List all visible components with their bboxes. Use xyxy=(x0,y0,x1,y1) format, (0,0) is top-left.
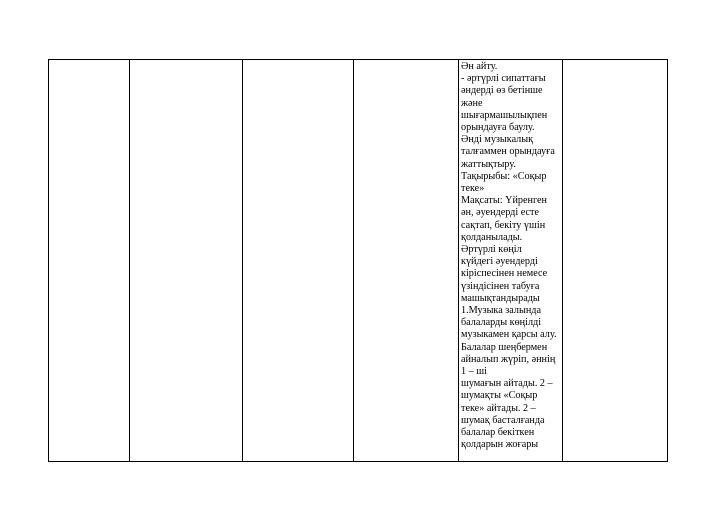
cell-line: талғаммен орындауға xyxy=(461,146,555,158)
cell-line: айналып жүріп, әннің xyxy=(461,353,556,365)
cell-line: және xyxy=(461,97,483,109)
table-cell-4 xyxy=(354,60,459,462)
cell-line: сақтап, бекіту үшін xyxy=(461,219,546,231)
cell-line: Ән айту. xyxy=(461,61,498,72)
cell-line: - әртүрлі сипаттағы xyxy=(461,73,546,85)
cell-line: күйдегі әуендерді xyxy=(461,256,538,268)
cell-line: машықтандырады xyxy=(461,292,540,304)
cell-line: ән, әуендерді есте xyxy=(461,207,540,219)
table-cell-6 xyxy=(563,60,668,462)
cell-line: Балалар шеңбермен xyxy=(461,341,548,353)
cell-line: шумақты «Соқыр xyxy=(461,390,538,402)
cell-line: жаттықтыру. xyxy=(461,158,516,170)
cell-line: үзіндісінен табуға xyxy=(461,280,540,292)
cell-line: 1.Музыка залында xyxy=(461,305,541,317)
cell-line: қолданылады. xyxy=(461,231,523,243)
cell-line: әндерді өз бетінше xyxy=(461,85,543,97)
cell-line: теке» xyxy=(461,183,485,195)
cell-line: теке» айтады. 2 – xyxy=(461,402,536,414)
cell-line: Әртүрлі көңіл xyxy=(461,244,522,256)
table-cell-3 xyxy=(243,60,354,462)
cell-line: қолдарын жоғары xyxy=(461,439,539,451)
cell-line: балалар бекіткен xyxy=(461,427,535,439)
cell-line: шығармашылықпен xyxy=(461,109,548,121)
table-cell-1 xyxy=(49,60,130,462)
cell-line: кіріспесінен немесе xyxy=(461,268,548,280)
cell-line: Әнді музыкалық xyxy=(461,134,534,146)
cell-line: музыкамен қарсы алу. xyxy=(461,329,557,341)
cell-line: шумағын айтады. 2 – xyxy=(461,378,553,390)
cell-line: Мақсаты: Үйренген xyxy=(461,195,548,207)
cell-line: 1 – ші xyxy=(461,366,487,378)
cell-line: Тақырыбы: «Соқыр xyxy=(461,170,547,182)
table-cell-activity-text xyxy=(459,60,563,462)
cell-line: балаларды көңілді xyxy=(461,317,542,329)
cell-line: шумақ басталғанда xyxy=(461,414,545,426)
table-cell-2 xyxy=(130,60,243,462)
cell-line: орындауға баулу. xyxy=(461,122,535,134)
lesson-plan-table xyxy=(48,59,668,462)
table-row xyxy=(49,60,668,462)
